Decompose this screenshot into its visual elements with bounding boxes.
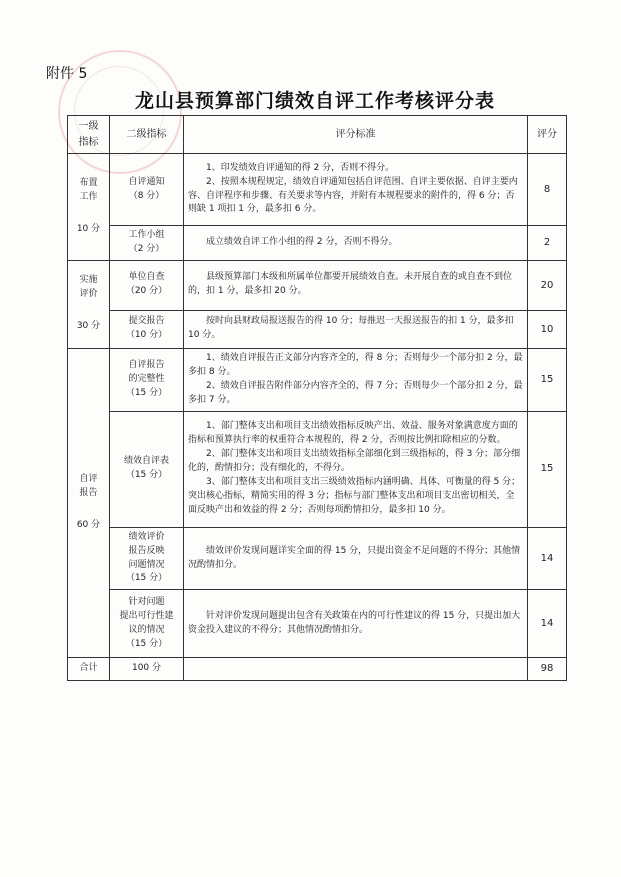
table-body — [68, 154, 567, 681]
scoring-criteria — [184, 260, 528, 310]
score-cell: 10 — [528, 310, 567, 348]
table-row — [68, 348, 567, 411]
total-points: 100 分 — [110, 658, 184, 681]
scoring-criteria — [184, 310, 528, 348]
criteria-item: 1、绩效自评报告正文部分内容齐全的，得 8 分；否则每少一个部分扣 2 分，最多扣 8 分。 — [188, 352, 523, 377]
scoring-criteria — [184, 348, 528, 411]
level1-points: 30 分 — [76, 321, 101, 332]
level2-indicator: 提交报告 （10 分） — [110, 310, 184, 348]
total-score: 98 — [528, 658, 567, 681]
level2-indicator: 单位自查 （20 分） — [110, 260, 184, 310]
table-row — [68, 226, 567, 261]
level1-indicator — [68, 348, 110, 658]
header-criteria: 评分标准 — [184, 116, 528, 154]
score-cell: 2 — [528, 226, 567, 261]
header-score: 评分 — [528, 116, 567, 154]
level2-indicator: 绩效自评表 （15 分） — [110, 411, 184, 527]
level1-name: 自评 报告 — [79, 474, 98, 499]
table-row — [68, 154, 567, 226]
table-row — [68, 260, 567, 310]
table-row — [68, 411, 567, 527]
score-cell: 15 — [528, 411, 567, 527]
score-cell: 20 — [528, 260, 567, 310]
level1-indicator — [68, 154, 110, 261]
header-level2: 二级指标 — [110, 116, 184, 154]
level2-indicator: 自评通知 （8 分） — [110, 154, 184, 226]
level1-name: 实施 评价 — [79, 275, 98, 300]
level2-indicator: 工作小组 （2 分） — [110, 226, 184, 261]
criteria-item: 2、绩效自评报告附件部分内容齐全的，得 7 分；否则每少一个部分扣 2 分，最多扣 7 分。 — [188, 380, 523, 405]
criteria-item: 1、印发绩效自评通知的得 2 分，否则不得分。 — [206, 162, 395, 173]
scoring-criteria — [184, 154, 528, 226]
level2-indicator: 绩效评价 报告反映 问题情况 （15 分） — [110, 527, 184, 590]
table-row — [68, 310, 567, 348]
scoring-criteria — [184, 590, 528, 658]
criteria-item: 县级预算部门本级和所属单位都要开展绩效自查。未开展自查的或自查不到位的，扣 1 分，最多扣 20 分。 — [188, 272, 513, 297]
criteria-item: 3、部门整体支出和项目支出三级绩效指标内涵明确、具体、可衡量的得 5 分；突出核心指标，精简实用的得 3 分；指标与部门整体支出和项目支出密切相关，全面反映产出和效益的得 2 分；否则每项酌情扣分，最多扣 10 分。 — [188, 477, 521, 515]
scoring-criteria — [184, 411, 528, 527]
attachment-label: 附件 5 — [46, 66, 88, 82]
page-title: 龙山县预算部门绩效自评工作考核评分表 — [134, 90, 495, 112]
level2-indicator: 自评报告 的完整性 （15 分） — [110, 348, 184, 411]
scoring-criteria — [184, 226, 528, 261]
table-row — [68, 590, 567, 658]
criteria-item: 成立绩效自评工作小组的得 2 分，否则不得分。 — [206, 236, 398, 247]
level2-indicator: 针对问题 提出可行性建 议的情况 （15 分） — [110, 590, 184, 658]
score-cell: 14 — [528, 590, 567, 658]
scoring-table — [67, 115, 567, 681]
total-row — [68, 658, 567, 681]
scoring-criteria — [184, 527, 528, 590]
level1-points: 60 分 — [76, 520, 101, 531]
score-cell: 14 — [528, 527, 567, 590]
header-level1: 一级 指标 — [68, 116, 110, 154]
level1-points: 10 分 — [76, 223, 101, 234]
total-label: 合计 — [68, 658, 110, 681]
criteria-item: 2、部门整体支出和项目支出绩效指标全部细化到三级指标的，得 3 分；部分细化的，酌情扣分；没有细化的，不得分。 — [188, 449, 521, 474]
table-header-row — [68, 116, 567, 154]
criteria-item: 针对评价发现问题提出包含有关政策在内的可行性建议的得 15 分，只提出加大资金投入建议的不得分；其他情况酌情扣分。 — [188, 610, 521, 635]
table-row — [68, 527, 567, 590]
score-cell: 15 — [528, 348, 567, 411]
score-cell: 8 — [528, 154, 567, 226]
level1-indicator — [68, 260, 110, 348]
criteria-item: 1、部门整体支出和项目支出绩效指标反映产出、效益、服务对象满意度方面的指标和预算执行率的权重符合本规程的，得 2 分，否则按比例扣除相应的分数。 — [188, 421, 518, 446]
criteria-item: 绩效评价发现问题详实全面的得 15 分，只提出资金不足问题的不得分；其他情况酌情扣分。 — [188, 545, 521, 570]
total-blank — [184, 658, 528, 681]
criteria-item: 按时向县财政局报送报告的得 10 分；每推迟一天报送报告的扣 1 分，最多扣 10 分。 — [188, 316, 514, 341]
criteria-item: 2、按照本规程规定，绩效自评通知包括自评范围、自评主要依据、自评主要内容、自评程序和步骤、有关要求等内容，并附有本规程要求的附件的，得 6 分；否则缺 1 项扣 1 分，最多扣 6 分。 — [188, 176, 518, 215]
level1-name: 布置 工作 — [79, 178, 98, 202]
